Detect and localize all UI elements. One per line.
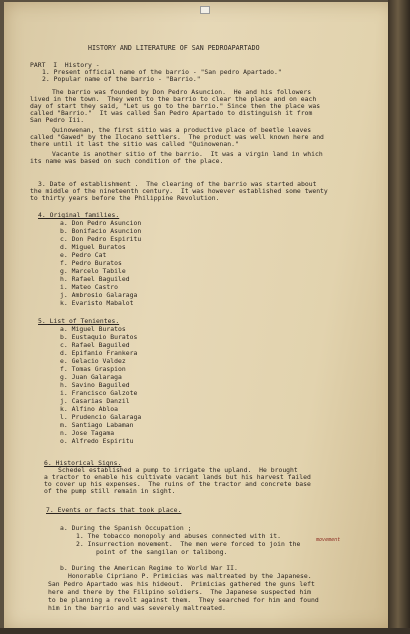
paragraph-line: Vacante is another sitio of the barrio. It was a virgin land in which	[52, 150, 323, 158]
list-item: e. Pedro Cat	[60, 251, 107, 259]
paragraph-line: the middle of the nineteenth century. It was however established some twenty	[30, 187, 328, 195]
list-item: d. Epifanio Frankera	[60, 349, 138, 357]
paragraph-line: its name was based on such condition of the place.	[30, 157, 224, 165]
list-item: e. Gelacio Valdez	[60, 357, 126, 365]
list-item: i. Mateo Castro	[60, 283, 119, 291]
list-item: a. Miguel Buratos	[60, 325, 126, 333]
paragraph-line: called "Barrio." It was called San Pedro Apartado to distinguish it from	[30, 109, 313, 117]
subsection-heading: a. During the Spanish Occupation ;	[60, 524, 192, 532]
list-item: g. Juan Galaraga	[60, 373, 122, 381]
paragraph-line: Honorable Cipriano P. Primicias was maltreated by the Japanese.	[68, 572, 312, 580]
list-item: b. Bonifacio Asuncion	[60, 227, 142, 235]
paragraph-line: of the pump still remain in sight.	[44, 487, 176, 495]
list-item: k. Evaristo Mabalot	[60, 299, 134, 307]
list-item: c. Rafael Baguiled	[60, 341, 130, 349]
list-item: i. Francisco Galzote	[60, 389, 138, 397]
book-binding	[388, 0, 410, 634]
paragraph-line: him in the barrio and was severely maltreated.	[48, 604, 226, 612]
paragraph-line: day of start they said, "Let us go to the barrio." Since then the place was	[30, 102, 321, 110]
list-item: a. Don Pedro Asuncion	[60, 219, 142, 227]
list-item: m. Santiago Labaman	[60, 421, 134, 429]
paragraph-line: The barrio was founded by Don Pedro Asuncion. He and his followers	[52, 88, 312, 96]
paragraph-line: to cover up his expenses. The ruins of the tractor and concrete base	[44, 480, 311, 488]
paragraph-line: to be planning a revolt against them. They searched for him and found	[48, 596, 319, 604]
list-item: h. Savino Baguiled	[60, 381, 130, 389]
paragraph-line: here and there by the Filipino soldiers. The Japanese suspected him	[48, 588, 311, 596]
list-item: k. Alfino Abloa	[60, 405, 119, 413]
list-item: j. Ambrosio Galaraga	[60, 291, 138, 299]
list-item: o. Alfredo Espiritu	[60, 437, 134, 445]
paragraph-line: San Pedro Iii.	[30, 116, 85, 124]
list-item: g. Marcelo Tabile	[60, 267, 126, 275]
list-item: b. Eustaquio Buratos	[60, 333, 138, 341]
paragraph-line: 3. Date of establishment . The clearing of the barrio was started about	[38, 180, 317, 188]
paragraph-line: a tractor to enable his cultivate vacant lands but his harvest failed	[44, 473, 311, 481]
list-item: h. Rafael Baguiled	[60, 275, 130, 283]
paragraph-line: San Pedro Apartado was his hideout. Primicias gathered the guns left	[48, 580, 315, 588]
list-item: point of the sangilan or talibong.	[96, 548, 228, 556]
tape-mark	[200, 6, 210, 14]
paragraph-line: called "Gawed" by the Ilocano settlers. The product was well known here and	[30, 133, 324, 141]
list-item: j. Casarias Danzil	[60, 397, 130, 405]
paragraph-line: lived in the town. They went to the barrio to clear the place and on each	[30, 95, 317, 103]
section-heading: 5. List of Tenientes.	[38, 317, 120, 325]
paragraph-line: there until it last the sitio was called "Quinowenan."	[30, 140, 239, 148]
list-item: f. Tomas Graspion	[60, 365, 126, 373]
list-item: 1. The tobacco monopoly and abuses connected with it.	[76, 532, 281, 540]
section-heading: 6. Historical Signs.	[44, 459, 122, 467]
section-heading: 7. Events or facts that took place.	[46, 506, 182, 514]
part-heading: PART I History -	[30, 61, 100, 69]
paragraph-line: Quinowenan, the first sitio was a productive place of beetle leaves	[52, 126, 312, 134]
list-item: n. Jose Tagama	[60, 429, 115, 437]
list-item: 2. Popular name of the barrio - "Barrio."	[42, 75, 201, 83]
list-item: l. Prudencio Galaraga	[60, 413, 142, 421]
document-page	[4, 2, 396, 630]
document-title: HISTORY AND LITERATURE OF SAN PEDROAPARTADO	[88, 44, 260, 52]
section-heading: 4. Original families.	[38, 211, 120, 219]
page-shadow	[0, 628, 410, 634]
paragraph-line: Schedel established a pump to irrigate the upland. He brought	[58, 466, 298, 474]
list-item: f. Pedro Buratos	[60, 259, 122, 267]
subsection-heading: b. During the American Regime to World War II.	[60, 564, 238, 572]
list-item: 1. Present official name of the barrio - "San pedro Apartado."	[42, 68, 282, 76]
list-item: d. Miguel Buratos	[60, 243, 126, 251]
list-item: c. Don Pedro Espiritu	[60, 235, 142, 243]
handwritten-annotation: movement	[316, 537, 341, 543]
list-item: 2. Insurrection movement. The men were forced to join the	[76, 540, 301, 548]
paragraph-line: to thirty years before the Philippine Revolution.	[30, 194, 220, 202]
